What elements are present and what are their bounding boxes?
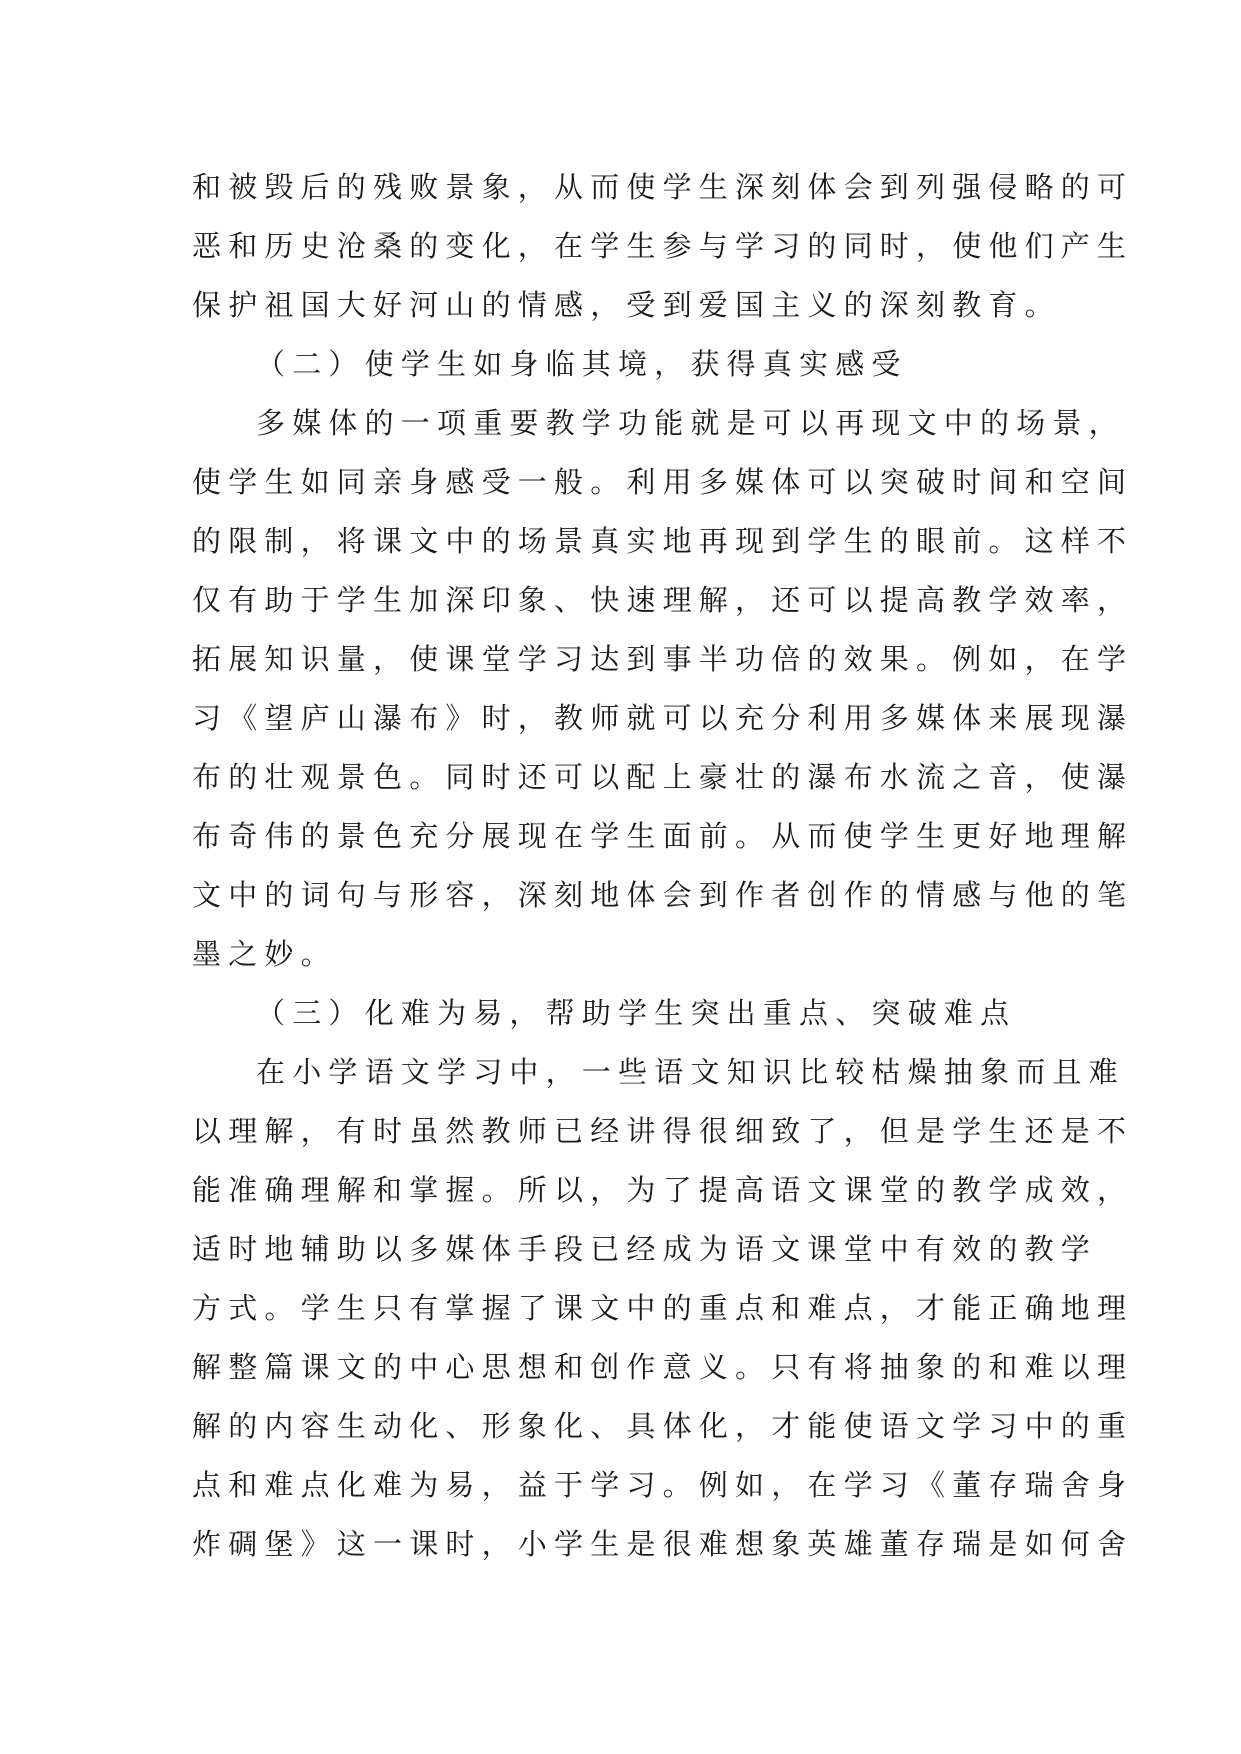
text-line-11: 布的壮观景色。同时还可以配上豪壮的瀑布水流之音，使瀑: [192, 760, 1134, 794]
text-line-24: 炸碉堡》这一课时，小学生是很难想象英雄董存瑞是如何舍: [192, 1527, 1134, 1561]
text-line-3: 保护祖国大好河山的情感，受到爱国主义的深刻教育。: [192, 288, 1061, 322]
text-line-1: 和被毁后的残败景象，从而使学生深刻体会到列强侵略的可: [192, 170, 1134, 204]
text-line-6: 使学生如同亲身感受一般。利用多媒体可以突破时间和空间: [192, 465, 1134, 499]
text-line-9: 拓展知识量，使课堂学习达到事半功倍的效果。例如，在学: [192, 642, 1134, 676]
text-line-19: 适时地辅助以多媒体手段已经成为语文课堂中有效的教学: [192, 1232, 1098, 1266]
text-line-12: 布奇伟的景色充分展现在学生面前。从而使学生更好地理解: [192, 819, 1134, 853]
text-line-2: 恶和历史沧桑的变化，在学生参与学习的同时，使他们产生: [192, 229, 1134, 263]
text-line-18: 能准确理解和掌握。所以，为了提高语文课堂的教学成效，: [192, 1173, 1134, 1207]
text-line-21: 解整篇课文的中心思想和创作意义。只有将抽象的和难以理: [192, 1350, 1134, 1384]
text-line-10: 习《望庐山瀑布》时，教师就可以充分利用多媒体来展现瀑: [192, 701, 1134, 735]
text-line-8: 仅有助于学生加深印象、快速理解，还可以提高教学效率，: [192, 583, 1134, 617]
section-heading-3: （三）化难为易，帮助学生突出重点、突破难点: [256, 996, 1017, 1030]
document-page: [192, 158, 1134, 1574]
text-line-14: 墨之妙。: [192, 937, 337, 971]
text-line-7: 的限制，将课文中的场景真实地再现到学生的眼前。这样不: [192, 524, 1134, 558]
text-line-20: 方式。学生只有掌握了课文中的重点和难点，才能正确地理: [192, 1291, 1134, 1325]
section-heading-2: （二）使学生如身临其境，获得真实感受: [256, 347, 908, 381]
text-line-17: 以理解，有时虽然教师已经讲得很细致了，但是学生还是不: [192, 1114, 1134, 1148]
text-line-16: 在小学语文学习中，一些语文知识比较枯燥抽象而且难: [256, 1055, 1125, 1089]
text-line-23: 点和难点化难为易，益于学习。例如，在学习《董存瑞舍身: [192, 1468, 1134, 1502]
text-line-5: 多媒体的一项重要教学功能就是可以再现文中的场景，: [256, 406, 1125, 440]
text-line-22: 解的内容生动化、形象化、具体化，才能使语文学习中的重: [192, 1409, 1134, 1443]
text-line-13: 文中的词句与形容，深刻地体会到作者创作的情感与他的笔: [192, 878, 1134, 912]
